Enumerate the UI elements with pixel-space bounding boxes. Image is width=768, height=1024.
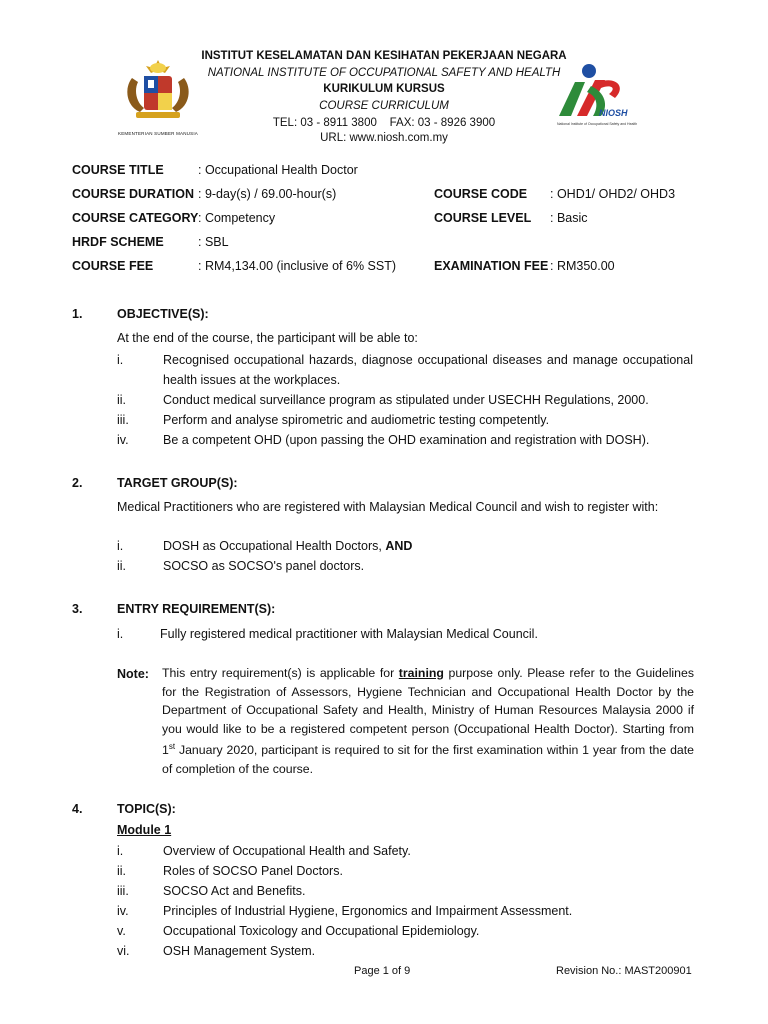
note-label: Note:: [117, 667, 149, 681]
list-item-number: iv.: [117, 904, 129, 918]
course-category-value: : Competency: [198, 211, 276, 225]
list-item-number: i.: [117, 539, 124, 553]
list-item: Fully registered medical practitioner with Malaysian Medical Council.: [160, 627, 538, 641]
section-2-intro: Medical Practitioners who are registered with Malaysian Medical Council and wish to register with:: [117, 500, 659, 514]
revision-number: Revision No.: MAST200901: [556, 965, 692, 977]
contact-url[interactable]: URL: www.niosh.com.my: [320, 132, 448, 144]
institute-name-malay: INSTITUT KESELAMATAN DAN KESIHATAN PEKERJAAN NEGARA: [201, 50, 567, 62]
list-item: SOCSO Act and Benefits.: [163, 884, 306, 898]
course-code-label: COURSE CODE: [434, 187, 528, 201]
section-3-number: 3.: [72, 602, 83, 616]
niosh-logo-caption: National Institute of Occupational Safety and Health: [557, 122, 638, 126]
and-emphasis: AND: [385, 539, 413, 553]
list-item-number: iii.: [117, 884, 129, 898]
course-level-label: COURSE LEVEL: [434, 211, 532, 225]
course-duration-label: COURSE DURATION: [72, 187, 194, 201]
list-item-number: ii.: [117, 559, 127, 573]
malaysia-crest-logo: [118, 58, 198, 136]
list-item: Roles of SOCSO Panel Doctors.: [163, 864, 343, 878]
list-item-number: ii.: [117, 393, 127, 407]
list-item: SOCSO as SOCSO's panel doctors.: [163, 559, 365, 573]
list-item-number: iii.: [117, 413, 129, 427]
list-item: OSH Management System.: [163, 944, 316, 958]
course-fee-value: : RM4,134.00 (inclusive of 6% SST): [198, 259, 396, 273]
contact-phone-fax: TEL: 03 - 8911 3800 FAX: 03 - 8926 3900: [272, 117, 496, 129]
course-duration-value: : 9-day(s) / 69.00-hour(s): [198, 187, 337, 201]
list-item: Conduct medical surveillance program as stipulated under USECHH Regulations, 2000.: [163, 393, 649, 407]
section-2-number: 2.: [72, 476, 83, 490]
training-emphasis: training: [398, 666, 444, 680]
section-1-intro: At the end of the course, the participant will be able to:: [117, 331, 418, 345]
list-item: Overview of Occupational Health and Safety.: [163, 844, 411, 858]
crest-caption: KEMENTERIAN SUMBER MANUSIA: [118, 131, 198, 136]
list-item: Recognised occupational hazards, diagnose occupational diseases and manage occupational health issues at the workplaces.: [163, 353, 693, 387]
section-1-title: OBJECTIVE(S):: [117, 307, 209, 321]
curriculum-malay: KURIKULUM KURSUS: [323, 83, 445, 95]
page-number: Page 1 of 9: [354, 965, 411, 977]
crest-icon: [118, 58, 198, 124]
list-item-number: i.: [117, 353, 124, 367]
list-item-number: i.: [117, 844, 124, 858]
list-item-number: i.: [117, 627, 124, 641]
note-text: This entry requirement(s) is applicable for training purpose only. Please refer to the Guidelines for the Registration of Assessors, Hygiene Technician and Occupational Health Doctor by the Department of Occupational Safety and Health, Ministry of Human Resources Malaysia 2000 if you would like to be a registered competent person (Occupational Health Doctor). Starting from 1st January 2020, participant is required to sit for the first examination within 1 year from the date of completion of the course.: [162, 666, 694, 776]
list-item: Be a competent OHD (upon passing the OHD examination and registration with DOSH).: [163, 433, 650, 447]
course-category-label: COURSE CATEGORY: [72, 211, 199, 225]
course-title-value: : Occupational Health Doctor: [198, 163, 358, 177]
list-item-number: iv.: [117, 433, 129, 447]
course-level-value: : Basic: [550, 211, 588, 225]
list-item-number: ii.: [117, 864, 127, 878]
list-item-number: v.: [117, 924, 126, 938]
section-3-title: ENTRY REQUIREMENT(S):: [117, 602, 276, 616]
list-item: Occupational Toxicology and Occupational Epidemiology.: [163, 924, 480, 938]
examination-fee-label: EXAMINATION FEE: [434, 259, 549, 273]
list-item: DOSH as Occupational Health Doctors, AND: [163, 539, 413, 553]
course-title-label: COURSE TITLE: [72, 163, 164, 177]
course-code-value: : OHD1/ OHD2/ OHD3: [550, 187, 676, 201]
list-item-number: vi.: [117, 944, 130, 958]
institute-name-english: NATIONAL INSTITUTE OF OCCUPATIONAL SAFETY AND HEALTH: [207, 67, 561, 79]
module-1-title: Module 1: [117, 823, 172, 837]
curriculum-english: COURSE CURRICULUM: [319, 100, 449, 112]
niosh-logo: [555, 62, 650, 134]
section-1-number: 1.: [72, 307, 83, 321]
section-4-number: 4.: [72, 802, 83, 816]
examination-fee-value: : RM350.00: [550, 259, 615, 273]
list-item: Principles of Industrial Hygiene, Ergonomics and Impairment Assessment.: [163, 904, 573, 918]
section-4-title: TOPIC(S):: [117, 802, 176, 816]
niosh-logo-text: NIOSH: [599, 108, 628, 118]
hrdf-scheme-label: HRDF SCHEME: [72, 235, 164, 249]
section-2-title: TARGET GROUP(S):: [117, 476, 238, 490]
course-fee-label: COURSE FEE: [72, 259, 154, 273]
hrdf-scheme-value: : SBL: [198, 235, 229, 249]
list-item: Perform and analyse spirometric and audiometric testing competently.: [163, 413, 550, 427]
